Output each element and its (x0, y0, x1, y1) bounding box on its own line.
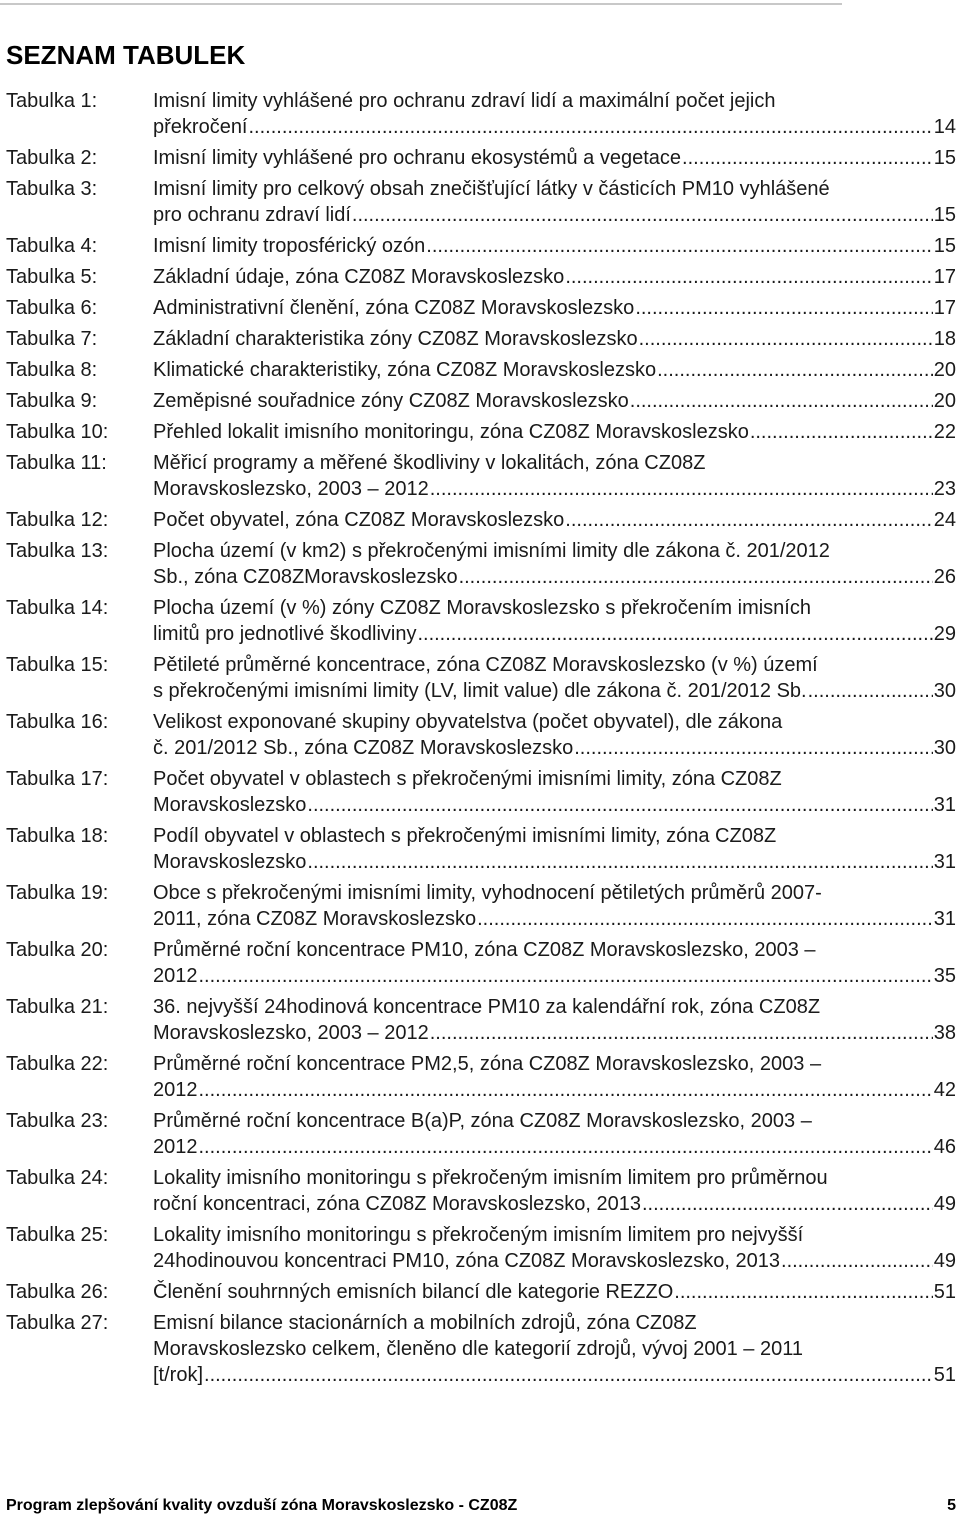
toc-entry[interactable] (6, 388, 956, 414)
dot-leader (642, 1191, 933, 1217)
toc-entry-body (153, 1222, 956, 1274)
toc-entry-text: Plocha území (v %) zóny CZ08Z Moravskoslezsko s překročením imisních (153, 597, 811, 619)
toc-entry-text: pro ochranu zdraví lidí (153, 204, 351, 226)
toc-entry[interactable] (6, 450, 956, 502)
dot-leader (199, 1077, 933, 1103)
toc-entry-text: Měřicí programy a měřené škodliviny v lokalitách, zóna CZ08Z (153, 452, 706, 474)
toc-entry-page-number: 31 (933, 851, 956, 873)
toc-entry-label: Tabulka 15: (6, 654, 109, 676)
toc-entry-label: Tabulka 25: (6, 1224, 109, 1246)
toc-entry-page-number: 29 (933, 623, 956, 645)
toc-entry-body (153, 326, 956, 352)
toc-entry-line (153, 937, 956, 963)
toc-entry-text: Moravskoslezsko (153, 851, 307, 873)
toc-entry-label: Tabulka 24: (6, 1167, 109, 1189)
toc-entry-line (153, 538, 956, 564)
toc-entry-page-number: 49 (933, 1193, 956, 1215)
toc-entry-page-number: 15 (933, 204, 956, 226)
toc-entry-page-number: 35 (933, 965, 956, 987)
toc-entry-body (153, 1279, 956, 1305)
footer-text: Program zlepšování kvality ovzduší zóna Moravskoslezsko - CZ08Z (6, 1497, 518, 1514)
toc-entry-text: Počet obyvatel, zóna CZ08Z Moravskoslezsko (153, 509, 565, 531)
toc-entry-line (153, 1051, 956, 1077)
toc-entry-line (153, 735, 956, 761)
toc-entry-text: 2012 (153, 965, 198, 987)
dot-leader (682, 145, 933, 171)
toc-entry-body (153, 295, 956, 321)
toc-entry-line (153, 792, 956, 818)
toc-entry[interactable] (6, 88, 956, 140)
toc-entry-page-number: 17 (933, 266, 956, 288)
toc-entry-body (153, 1310, 956, 1388)
dot-leader (477, 906, 933, 932)
toc-entry-page-number: 20 (933, 359, 956, 381)
toc-entry-text: Zeměpisné souřadnice zóny CZ08Z Moravskoslezsko (153, 390, 629, 412)
toc-entry-text: s překročenými imisními limity (LV, limit value) dle zákona č. 201/2012 Sb. (153, 680, 807, 702)
toc-entry-label: Tabulka 17: (6, 768, 109, 790)
toc-entry-line (153, 507, 956, 533)
toc-entry[interactable] (6, 1051, 956, 1103)
toc-entry-text: 2011, zóna CZ08Z Moravskoslezsko (153, 908, 477, 930)
toc-entry[interactable] (6, 1108, 956, 1160)
toc-entry-text: Přehled lokalit imisního monitoringu, zóna CZ08Z Moravskoslezsko (153, 421, 749, 443)
toc-entry-label: Tabulka 8: (6, 359, 98, 381)
toc-entry-line (153, 823, 956, 849)
toc-entry-body (153, 1165, 956, 1217)
toc-entry-page-number: 15 (933, 147, 956, 169)
toc-entry-page-number: 31 (933, 908, 956, 930)
toc-entry-text: Moravskoslezsko, 2003 – 2012 (153, 478, 429, 500)
dot-leader (417, 621, 932, 647)
dot-leader (199, 963, 933, 989)
toc-entry-body (153, 766, 956, 818)
toc-entry-text: Základní charakteristika zóny CZ08Z Moravskoslezsko (153, 328, 638, 350)
toc-entry-text: č. 201/2012 Sb., zóna CZ08Z Moravskoslezsko (153, 737, 574, 759)
toc-entry-line (153, 202, 956, 228)
dot-leader (565, 507, 932, 533)
toc-entry-label: Tabulka 9: (6, 390, 98, 412)
toc-entry-line (153, 906, 956, 932)
toc-entry-body (153, 507, 956, 533)
toc-entry-text: Moravskoslezsko (153, 794, 307, 816)
toc-entry-line (153, 963, 956, 989)
top-rule (0, 3, 842, 5)
toc-entry-body (153, 145, 956, 171)
toc-entry-body (153, 419, 956, 445)
toc-entry-page-number: 46 (933, 1136, 956, 1158)
toc-entry-label: Tabulka 14: (6, 597, 109, 619)
toc-entry[interactable] (6, 994, 956, 1046)
toc-entry[interactable] (6, 652, 956, 704)
toc-entry-text: překročení (153, 116, 248, 138)
toc-entry-page-number: 42 (933, 1079, 956, 1101)
toc-entry-line (153, 295, 956, 321)
toc-entry[interactable] (6, 507, 956, 533)
dot-leader (565, 264, 932, 290)
toc-entry-line (153, 233, 956, 259)
toc-entry-line (153, 88, 956, 114)
toc-entry[interactable] (6, 233, 956, 259)
toc-entry-text: Imisní limity vyhlášené pro ochranu zdraví lidí a maximální počet jejich (153, 90, 776, 112)
toc-entry-line (153, 766, 956, 792)
toc-entry-line (153, 994, 956, 1020)
toc-entry-label: Tabulka 6: (6, 297, 98, 319)
toc-entry-label: Tabulka 18: (6, 825, 109, 847)
toc-entry-line (153, 1134, 956, 1160)
toc-entry[interactable] (6, 145, 956, 171)
toc-entry-line (153, 1191, 956, 1217)
toc-entry-text: Moravskoslezsko celkem, členěno dle kategorií zdrojů, vývoj 2001 – 2011 (153, 1338, 803, 1360)
toc-entry-text: limitů pro jednotlivé škodliviny (153, 623, 417, 645)
toc-entry[interactable] (6, 176, 956, 228)
toc-entry-body (153, 994, 956, 1046)
dot-leader (307, 792, 932, 818)
toc-entry-text: Počet obyvatel v oblastech s překročenými imisními limity, zóna CZ08Z (153, 768, 782, 790)
toc-entry-label: Tabulka 11: (6, 452, 107, 474)
toc-entry[interactable] (6, 295, 956, 321)
dot-leader (426, 233, 932, 259)
toc-entry[interactable] (6, 264, 956, 290)
toc-entry-page-number: 26 (933, 566, 956, 588)
toc-entry-line (153, 450, 956, 476)
toc-entry-line (153, 326, 956, 352)
toc-entry-label: Tabulka 7: (6, 328, 98, 350)
toc-entry-text: 2012 (153, 1079, 198, 1101)
toc-entry-text: roční koncentraci, zóna CZ08Z Moravskoslezsko, 2013 (153, 1193, 641, 1215)
dot-leader (204, 1362, 933, 1388)
toc-entry-page-number: 23 (933, 478, 956, 500)
toc-entry-line (153, 1248, 956, 1274)
toc-entry-line (153, 419, 956, 445)
toc-entry-line (153, 145, 956, 171)
toc-entry-page-number: 51 (933, 1281, 956, 1303)
toc-entry-text: 24hodinouvou koncentraci PM10, zóna CZ08Z Moravskoslezsko, 2013 (153, 1250, 781, 1272)
toc-entry-label: Tabulka 5: (6, 266, 98, 288)
toc-entry-label: Tabulka 4: (6, 235, 98, 257)
toc-entry-label: Tabulka 1: (6, 90, 98, 112)
toc-entry-text: Lokality imisního monitoringu s překročeným imisním limitem pro nejvyšší (153, 1224, 804, 1246)
toc-entry-page-number: 51 (933, 1364, 956, 1386)
toc-entry-text: Lokality imisního monitoringu s překročeným imisním limitem pro průměrnou (153, 1167, 828, 1189)
toc-entry[interactable] (6, 326, 956, 352)
toc-entry-text: Velikost exponované skupiny obyvatelstva (počet obyvatel), dle zákona (153, 711, 783, 733)
toc-entry-text: Průměrné roční koncentrace PM2,5, zóna CZ08Z Moravskoslezsko, 2003 – (153, 1053, 822, 1075)
toc-entry-body (153, 88, 956, 140)
toc-entry[interactable] (6, 1165, 956, 1217)
dot-leader (352, 202, 933, 228)
toc-entry[interactable] (6, 766, 956, 818)
toc-entry-page-number: 17 (933, 297, 956, 319)
toc-entry-label: Tabulka 3: (6, 178, 98, 200)
toc-entry-text: Podíl obyvatel v oblastech s překročenými imisními limity, zóna CZ08Z (153, 825, 777, 847)
toc-entry[interactable] (6, 880, 956, 932)
dot-leader (639, 326, 933, 352)
toc-entry-text: Obce s překročenými imisními limity, vyhodnocení pětiletých průměrů 2007- (153, 882, 822, 904)
dot-leader (781, 1248, 933, 1274)
toc-entry-text: Emisní bilance stacionárních a mobilních zdrojů, zóna CZ08Z (153, 1312, 697, 1334)
toc-entry-text: Moravskoslezsko, 2003 – 2012 (153, 1022, 429, 1044)
dot-leader (430, 1020, 933, 1046)
toc-entry-page-number: 49 (933, 1250, 956, 1272)
toc-entry-label: Tabulka 27: (6, 1312, 109, 1334)
toc-entry[interactable] (6, 1310, 956, 1388)
toc-entry-line (153, 652, 956, 678)
toc-entry-page-number: 38 (933, 1022, 956, 1044)
toc-entry-page-number: 20 (933, 390, 956, 412)
toc-entry-page-number: 30 (933, 680, 956, 702)
toc-entry-label: Tabulka 22: (6, 1053, 109, 1075)
toc-entry-body (153, 880, 956, 932)
toc-entry[interactable] (6, 823, 956, 875)
toc-entry-text: Průměrné roční koncentrace B(a)P, zóna CZ08Z Moravskoslezsko, 2003 – (153, 1110, 812, 1132)
toc-entry-line (153, 849, 956, 875)
toc-entry-line (153, 1362, 956, 1388)
toc-entry-line (153, 1077, 956, 1103)
toc-entry-body (153, 264, 956, 290)
toc-entry-label: Tabulka 19: (6, 882, 109, 904)
toc-entry-body (153, 595, 956, 647)
footer-page-number: 5 (947, 1497, 956, 1514)
toc-entry[interactable] (6, 709, 956, 761)
toc-entry[interactable] (6, 1279, 956, 1305)
toc-entry-line (153, 114, 956, 140)
table-of-tables (6, 88, 956, 1393)
dot-leader (635, 295, 932, 321)
toc-entry-body (153, 176, 956, 228)
toc-entry-body (153, 823, 956, 875)
toc-entry-text: Administrativní členění, zóna CZ08Z Moravskoslezsko (153, 297, 635, 319)
toc-entry-line (153, 564, 956, 590)
toc-entry-line (153, 709, 956, 735)
toc-entry-line (153, 1165, 956, 1191)
toc-entry-body (153, 357, 956, 383)
toc-entry-text: Základní údaje, zóna CZ08Z Moravskoslezsko (153, 266, 565, 288)
toc-entry-line (153, 357, 956, 383)
dot-leader (430, 476, 933, 502)
toc-entry-body (153, 1108, 956, 1160)
toc-entry-text: [t/rok] (153, 1364, 204, 1386)
toc-entry-label: Tabulka 2: (6, 147, 98, 169)
toc-entry-text: Imisní limity pro celkový obsah znečišťující látky v částicích PM10 vyhlášené (153, 178, 830, 200)
toc-entry[interactable] (6, 1222, 956, 1274)
toc-entry-line (153, 264, 956, 290)
dot-leader (630, 388, 933, 414)
toc-entry-body (153, 937, 956, 989)
toc-entry-page-number: 18 (933, 328, 956, 350)
toc-entry-page-number: 14 (933, 116, 956, 138)
toc-entry-line (153, 476, 956, 502)
toc-entry-text: Pětileté průměrné koncentrace, zóna CZ08Z Moravskoslezsko (v %) území (153, 654, 818, 676)
toc-entry-line (153, 595, 956, 621)
toc-entry-text: Imisní limity troposférický ozón (153, 235, 426, 257)
toc-entry[interactable] (6, 937, 956, 989)
toc-entry-text: 2012 (153, 1136, 198, 1158)
toc-entry-page-number: 24 (933, 509, 956, 531)
toc-entry-line (153, 1020, 956, 1046)
toc-entry-line (153, 1279, 956, 1305)
dot-leader (249, 114, 933, 140)
toc-entry-text: Klimatické charakteristiky, zóna CZ08Z Moravskoslezsko (153, 359, 657, 381)
toc-entry[interactable] (6, 538, 956, 590)
toc-entry-text: Plocha území (v km2) s překročenými imisními limity dle zákona č. 201/2012 (153, 540, 830, 562)
toc-entry-line (153, 621, 956, 647)
dot-leader (574, 735, 933, 761)
toc-entry-body (153, 652, 956, 704)
toc-entry-text: Imisní limity vyhlášené pro ochranu ekosystémů a vegetace (153, 147, 682, 169)
toc-entry-label: Tabulka 21: (6, 996, 109, 1018)
toc-entry-label: Tabulka 23: (6, 1110, 109, 1132)
toc-entry-label: Tabulka 10: (6, 421, 109, 443)
toc-entry-page-number: 30 (933, 737, 956, 759)
toc-entry-line (153, 176, 956, 202)
toc-entry-line (153, 1108, 956, 1134)
toc-entry-body (153, 538, 956, 590)
toc-entry-page-number: 15 (933, 235, 956, 257)
toc-entry-label: Tabulka 26: (6, 1281, 109, 1303)
toc-entry-line (153, 1336, 956, 1362)
toc-entry-line (153, 388, 956, 414)
toc-entry-line (153, 678, 956, 704)
dot-leader (657, 357, 933, 383)
toc-entry[interactable] (6, 595, 956, 647)
toc-entry-label: Tabulka 13: (6, 540, 109, 562)
toc-entry-body (153, 709, 956, 761)
toc-entry-page-number: 22 (933, 421, 956, 443)
toc-entry-page-number: 31 (933, 794, 956, 816)
toc-entry-label: Tabulka 12: (6, 509, 109, 531)
toc-entry-body (153, 233, 956, 259)
toc-entry-line (153, 880, 956, 906)
dot-leader (674, 1279, 932, 1305)
toc-entry[interactable] (6, 357, 956, 383)
dot-leader (459, 564, 933, 590)
dot-leader (199, 1134, 933, 1160)
toc-entry-body (153, 388, 956, 414)
dot-leader (307, 849, 932, 875)
toc-entry-text: Průměrné roční koncentrace PM10, zóna CZ08Z Moravskoslezsko, 2003 – (153, 939, 816, 961)
toc-entry-line (153, 1310, 956, 1336)
toc-entry-label: Tabulka 16: (6, 711, 109, 733)
page-footer (6, 1497, 956, 1515)
toc-entry-text: Sb., zóna CZ08ZMoravskoslezsko (153, 566, 458, 588)
toc-entry-label: Tabulka 20: (6, 939, 109, 961)
page-title: SEZNAM TABULEK (6, 40, 246, 70)
toc-entry-text: 36. nejvyšší 24hodinová koncentrace PM10 za kalendářní rok, zóna CZ08Z (153, 996, 821, 1018)
toc-entry[interactable] (6, 419, 956, 445)
toc-entry-line (153, 1222, 956, 1248)
toc-entry-body (153, 1051, 956, 1103)
toc-entry-text: Členění souhrnných emisních bilancí dle kategorie REZZO (153, 1281, 674, 1303)
toc-entry-body (153, 450, 956, 502)
dot-leader (750, 419, 933, 445)
dot-leader (808, 678, 933, 704)
